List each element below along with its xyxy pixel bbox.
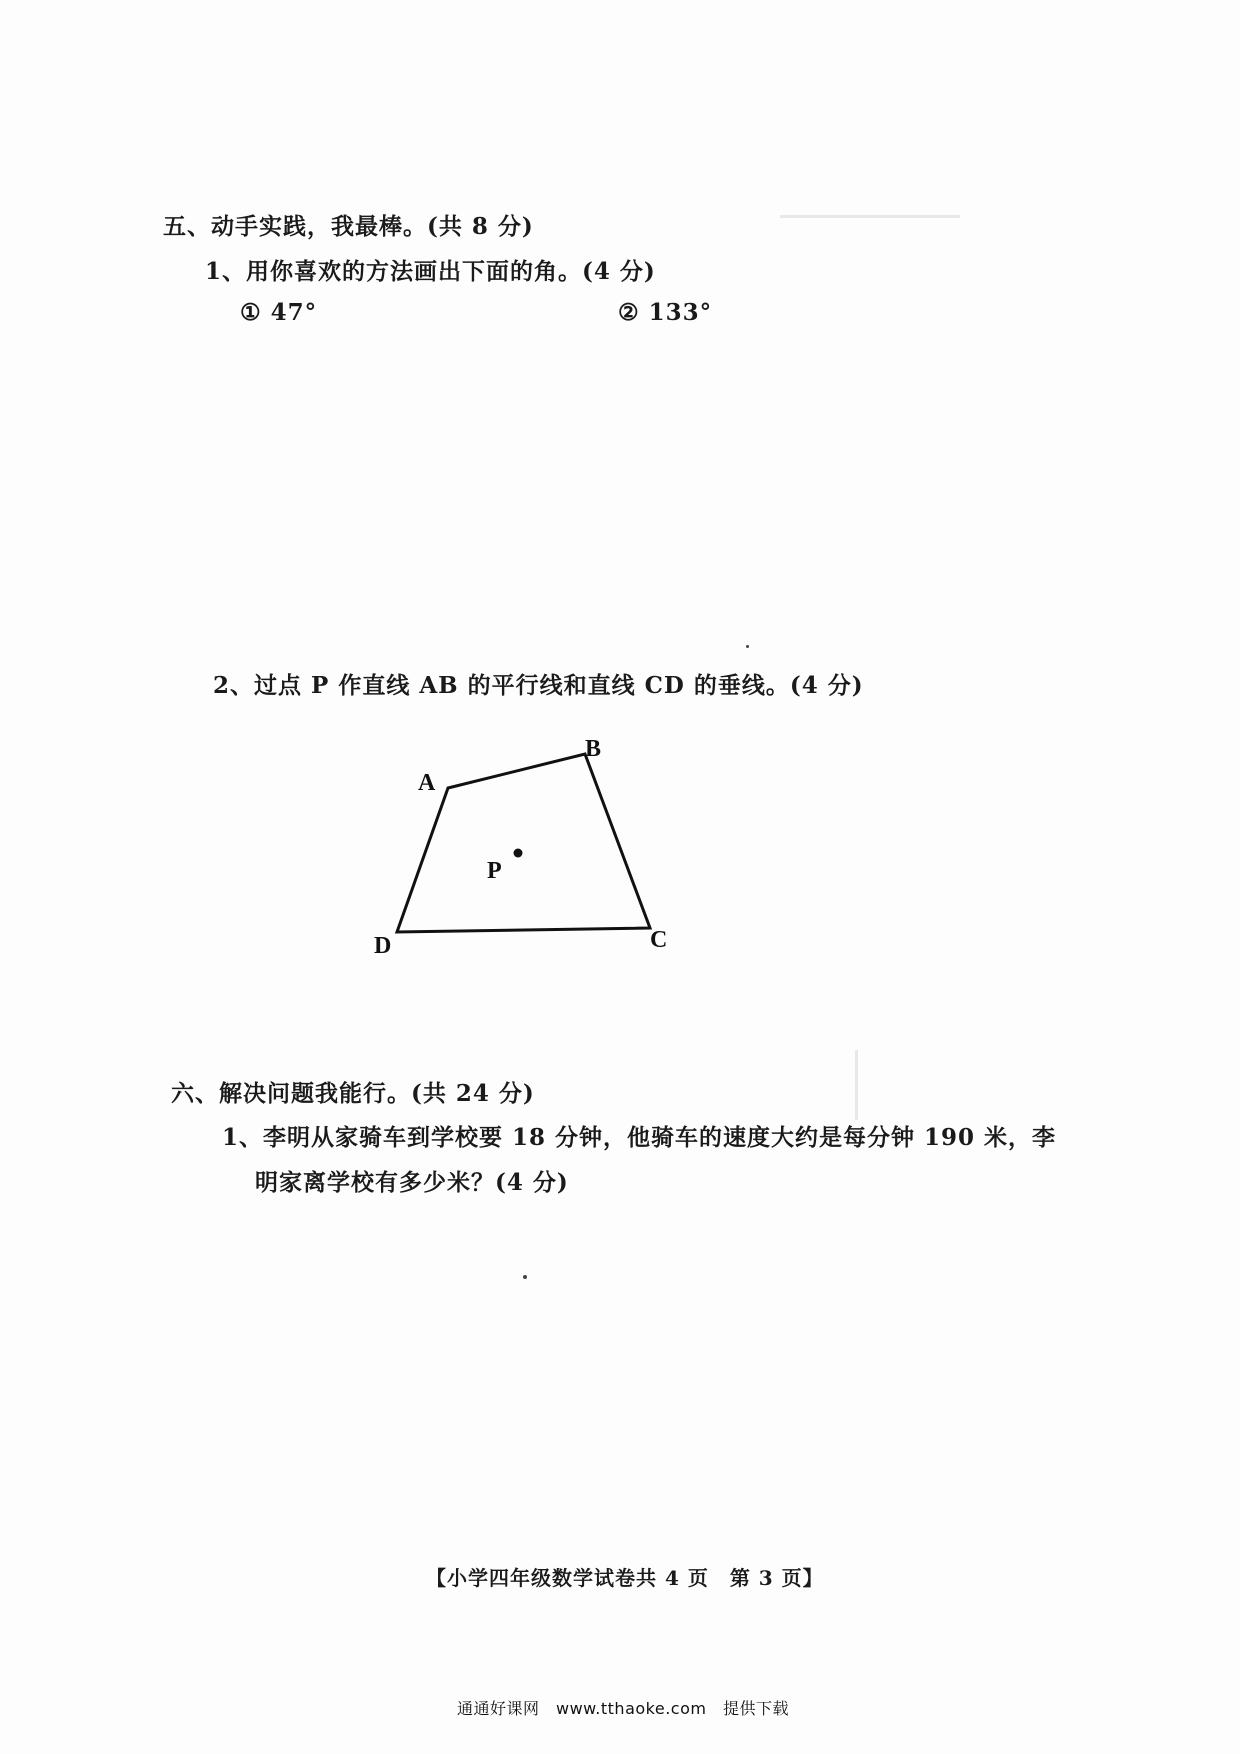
section-5-title: 五、动手实践，我最棒。(共 8 分) [163,213,534,240]
vertex-label-a: A [418,770,436,796]
vertex-label-b: B [585,736,602,762]
section-6-title: 六、解决问题我能行。(共 24 分) [171,1080,535,1107]
scan-speck [746,645,749,648]
question-5-1-text: 1、用你喜欢的方法画出下面的角。(4 分) [205,258,656,285]
question-5-2-text: 2、过点 P 作直线 AB 的平行线和直线 CD 的垂线。(4 分) [213,672,864,699]
question-5-1-option-1: ① 47° [240,299,318,326]
download-source-note: 通通好课网 www.tthaoke.com 提供下载 [457,1699,789,1718]
vertex-label-c: C [650,927,668,953]
scan-smudge [855,1050,858,1120]
question-6-1-line-2: 明家离学校有多少米？(4 分) [255,1169,569,1196]
page-footer: 【小学四年级数学试卷共 4 页 第 3 页】 [426,1566,824,1590]
point-p [514,849,523,858]
point-label-p: P [487,858,502,884]
quadrilateral-diagram [360,735,690,975]
question-6-1-line-1: 1、李明从家骑车到学校要 18 分钟，他骑车的速度大约是每分钟 190 米，李 [222,1124,1057,1151]
scan-speck [523,1275,527,1279]
scan-smudge [780,215,960,218]
question-5-1-option-2: ② 133° [618,299,713,326]
vertex-label-d: D [374,933,392,959]
